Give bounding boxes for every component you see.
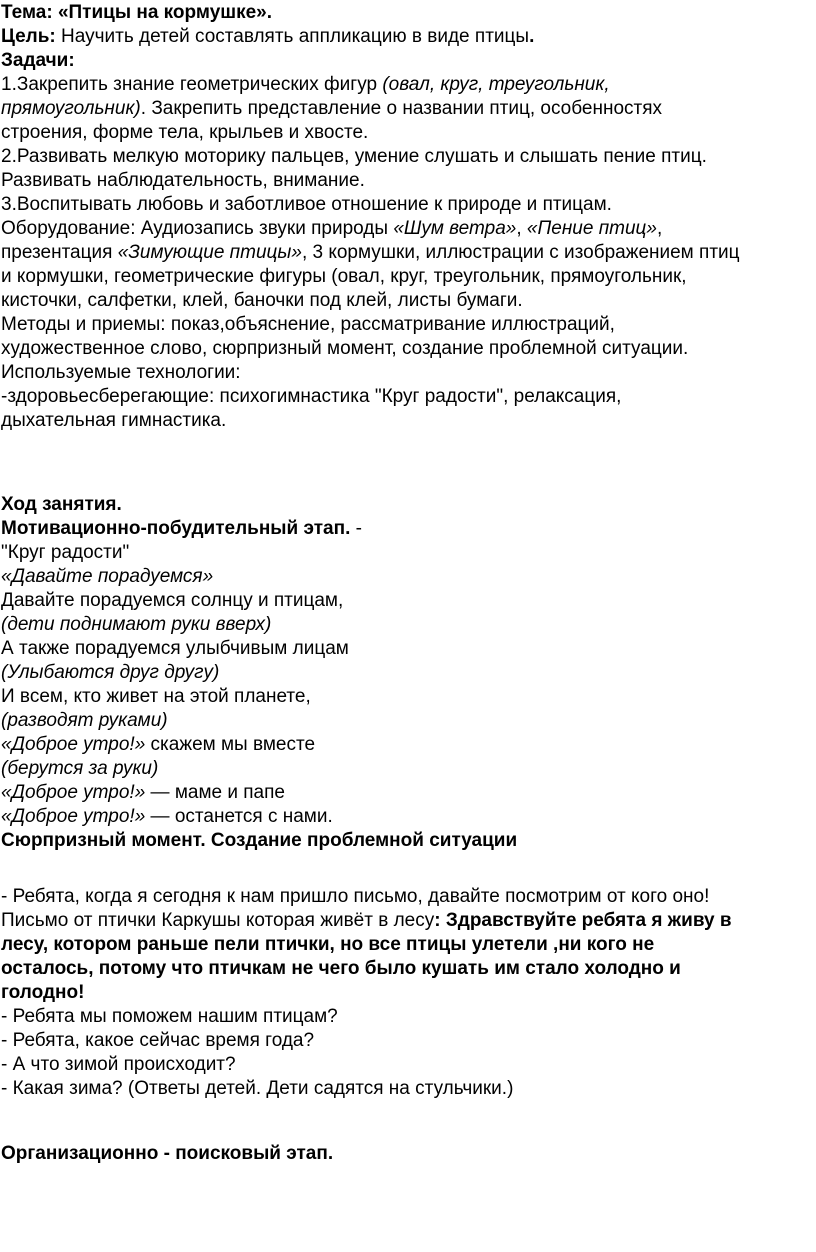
text-line [1, 733, 315, 757]
text-line [1, 933, 654, 957]
text-line [1, 1077, 513, 1101]
text-line [1, 265, 687, 289]
text-line [1, 981, 84, 1005]
text-line [1, 169, 365, 193]
text-line [1, 909, 732, 933]
text-run: Используемые технологии: [1, 362, 241, 383]
text-run: И всем, кто живет на этой планете, [1, 686, 311, 707]
text-line [1, 73, 610, 97]
text-run: Письмо от птички Каркушы которая живёт в лесу [1, 910, 435, 931]
text-run: Ход занятия. [1, 494, 122, 515]
text-run: Методы и приемы: показ,объяснение, рассматривание иллюстраций, [1, 314, 615, 335]
text-run: - Ребята, когда я сегодня к нам пришло письмо, давайте посмотрим от кого оно! [1, 886, 710, 907]
text-run: "Круг радости" [1, 542, 130, 563]
text-run: строения, форме тела, крыльев и хвосте. [1, 122, 369, 143]
text-run: (разводят руками) [1, 710, 168, 731]
text-line [1, 241, 740, 265]
text-run: - Ребята, какое сейчас время года? [1, 1030, 315, 1051]
text-line [1, 217, 662, 241]
text-run: 1.Закрепить знание геометрических фигур [1, 74, 383, 95]
text-line [1, 193, 612, 217]
text-run: (овал, круг, треугольник, [382, 74, 610, 95]
text-line [1, 1029, 314, 1053]
text-line [1, 97, 662, 121]
text-run: Развивать наблюдательность, внимание. [1, 170, 365, 191]
text-run: : Здравствуйте ребята я живу в [434, 910, 732, 931]
text-run: «Доброе утро!» [1, 782, 146, 803]
text-run: «Шум ветра» [393, 218, 517, 239]
text-run: художественное слово, сюрпризный момент, создание проблемной ситуации. [1, 338, 689, 359]
text-line [1, 661, 219, 685]
text-line [1, 145, 707, 169]
text-run: - [350, 518, 362, 539]
text-line [1, 1142, 333, 1166]
text-run: Организационно - поисковый этап. [1, 1143, 334, 1164]
text-run: «Доброе утро!» [1, 734, 146, 755]
text-run: скажем мы вместе [145, 734, 316, 755]
text-line [1, 385, 621, 409]
text-run: «Давайте порадуемся» [1, 566, 214, 587]
text-line [1, 493, 122, 517]
text-run: — останется с нами. [145, 806, 333, 827]
text-line [1, 957, 681, 981]
text-run: Сюрпризный момент. Создание проблемной ситуации [1, 830, 518, 851]
text-run: 2.Развивать мелкую моторику пальцев, умение слушать и слышать пение птиц. [1, 146, 707, 167]
text-run: (берутся за руки) [1, 758, 159, 779]
text-line [1, 517, 362, 541]
text-line [1, 337, 688, 361]
text-line [1, 565, 213, 589]
text-run: - А что зимой происходит? [1, 1054, 236, 1075]
text-line [1, 637, 349, 661]
text-line [1, 289, 523, 313]
text-line [1, 829, 517, 853]
text-run: лесу, котором раньше пели птички, но все птицы улетели ,ни кого не [1, 934, 655, 955]
text-run: , 3 кормушки, иллюстрации с изображением птиц [301, 242, 740, 263]
text-line [1, 885, 709, 909]
text-run: , [656, 218, 663, 239]
text-line [1, 781, 285, 805]
text-run: Тема: «Птицы на кормушке». [1, 2, 273, 23]
text-line [1, 409, 226, 433]
text-run: презентация [1, 242, 118, 263]
text-line [1, 589, 343, 613]
text-line [1, 1053, 236, 1077]
text-run: Цель: [1, 26, 56, 47]
text-line [1, 685, 311, 709]
text-line [1, 805, 333, 829]
text-run: . Закрепить представление о названии птиц, особенностях [140, 98, 663, 119]
text-run: «Доброе утро!» [1, 806, 146, 827]
text-line [1, 541, 129, 565]
text-run: «Зимующие птицы» [117, 242, 302, 263]
text-line [1, 313, 615, 337]
text-run: - Какая зима? (Ответы детей. Дети садятся на стульчики.) [1, 1078, 514, 1099]
text-run: и кормушки, геометрические фигуры (овал, круг, треугольник, прямоугольник, [1, 266, 687, 287]
text-line [1, 1, 272, 25]
text-run: (Улыбаются друг другу) [1, 662, 220, 683]
text-run: Научить детей составлять аппликацию в виде птицы [55, 26, 530, 47]
text-run: — маме и папе [145, 782, 285, 803]
text-run: «Пение птиц» [526, 218, 657, 239]
text-run: . [529, 26, 535, 47]
text-run: 3.Воспитывать любовь и заботливое отношение к природе и птицам. [1, 194, 612, 215]
text-run: голодно! [1, 982, 85, 1003]
text-run: прямоугольник) [1, 98, 141, 119]
text-line [1, 49, 75, 73]
text-run: Задачи: [1, 50, 75, 71]
text-run: кисточки, салфетки, клей, баночки под клей, листы бумаги. [1, 290, 523, 311]
text-line [1, 361, 241, 385]
text-run: (дети поднимают руки вверх) [1, 614, 272, 635]
text-line [1, 709, 168, 733]
text-line [1, 25, 534, 49]
text-line [1, 121, 368, 145]
text-run: Мотивационно-побудительный этап. [1, 518, 351, 539]
text-run: Давайте порадуемся солнцу и птицам, [1, 590, 344, 611]
text-run: Оборудование: Аудиозапись звуки природы [1, 218, 394, 239]
text-run: дыхательная гимнастика. [1, 410, 227, 431]
text-line [1, 613, 271, 637]
text-run: осталось, потому что птичкам не чего было кушать им стало холодно и [1, 958, 681, 979]
text-run: - Ребята мы поможем нашим птицам? [1, 1006, 338, 1027]
text-run: -здоровьесберегающие: психогимнастика "Круг радости", релаксация, [1, 386, 622, 407]
text-run: , [516, 218, 527, 239]
text-line [1, 1005, 338, 1029]
text-line [1, 757, 158, 781]
text-run: А также порадуемся улыбчивым лицам [1, 638, 349, 659]
